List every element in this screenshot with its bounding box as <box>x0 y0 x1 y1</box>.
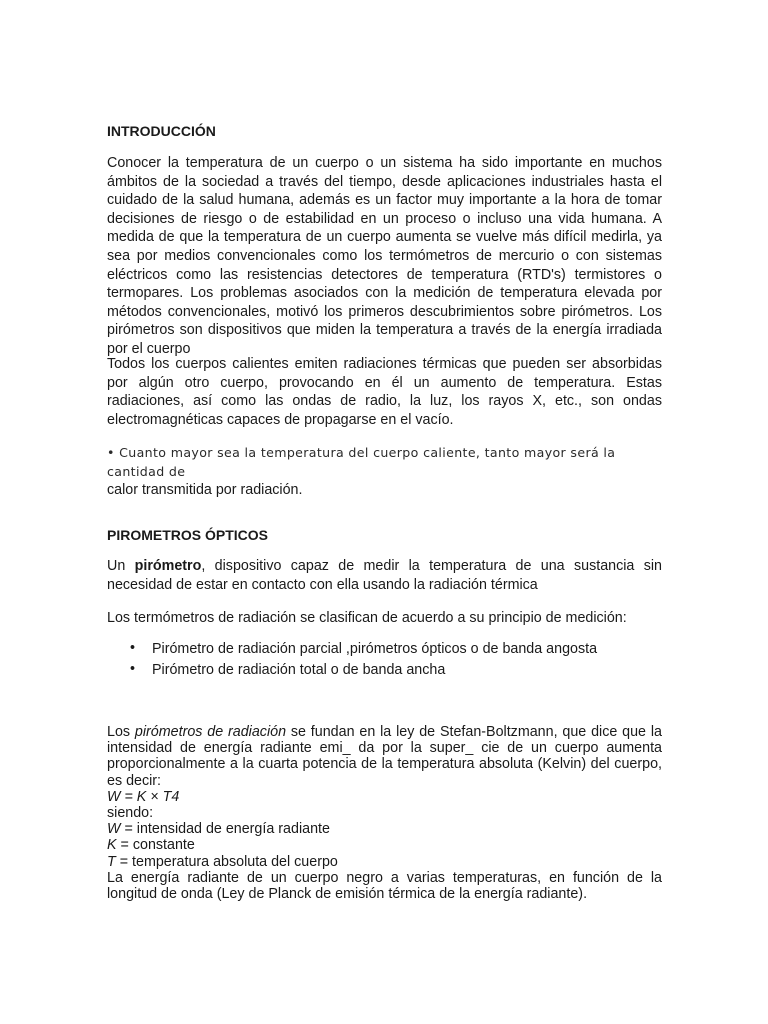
stefan-rest: se fundan en la ley de Stefan-Boltzmann, que dice que la intensidad de energía radiante emi_ da por la super_ cie de un cuerpo aumenta proporcionalmente a la cuarta potencia de la temperatura absoluta (Kelvin) del cuerpo, es decir: <box>107 724 662 789</box>
symbol-w: W <box>107 821 121 838</box>
stefan-formula <box>107 789 662 805</box>
pirometro-def-prefix: Un <box>107 558 135 574</box>
stefan-term: pirómetros de radiación <box>134 724 287 740</box>
intro-paragraph-3-bullet-line: • Cuanto mayor sea la temperatura del cuerpo caliente, tanto mayor será la cantidad de <box>107 445 616 479</box>
list-item <box>130 640 650 659</box>
planck-paragraph: La energía radiante de un cuerpo negro a varias temperaturas, en función de la longitud de onda (Ley de Planck de emisión térmica de la energía radiante). <box>107 869 662 903</box>
definition-k-text: = constante <box>116 837 195 854</box>
definition-w <box>107 821 662 837</box>
intro-paragraph-1: Conocer la temperatura de un cuerpo o un sistema ha sido importante en muchos ámbitos de la sociedad a través del tiempo, desde aplicaciones industriales hasta el cuidado de la salud humana, además es un factor muy importante a la hora de tomar decisiones de riesgo o de estabilidad en un proceso o incluso una vida humana. A medida de que la temperatura de un cuerpo aumenta se vuelve más difícil medirla, ya sea por medios convencionales como los termómetros de mercurio o con sistemas eléctricos como las resistencias detectores de temperatura (RTD's) termistores o termopares. Los problemas asociados con la medición de temperatura elevada por métodos convencionales, motivó los primeros descubrimientos sobre pirómetros. Los pirómetros son dispositivos que miden la temperatura a través de la energía irradiada por el cuerpo <box>107 155 662 357</box>
siendo-label: siendo: <box>107 805 154 822</box>
intro-heading: INTRODUCCIÓN <box>107 123 216 139</box>
stefan-boltzmann-paragraph <box>107 724 662 789</box>
stefan-boltzmann-section <box>107 724 662 902</box>
definition-t <box>107 854 662 870</box>
definition-t-text: = temperatura absoluta del cuerpo <box>115 853 338 870</box>
classification-intro: Los termómetros de radiación se clasifican de acuerdo a su principio de medición: <box>107 610 627 626</box>
list-item-text: Pirómetro de radiación parcial ,pirómetros ópticos o de banda angosta <box>152 641 598 657</box>
list-item-text: Pirómetro de radiación total o de banda ancha <box>152 662 446 678</box>
intro-paragraph-2: Todos los cuerpos calientes emiten radiaciones térmicas que pueden ser absorbidas por algún otro cuerpo, provocando en él un aumento de temperatura. Estas radiaciones, así como las ondas de radio, la luz, los rayos X, etc., son ondas electromagnéticas capaces de propagarse en el vacío. <box>107 356 662 428</box>
bullet-icon: • <box>130 640 136 656</box>
stefan-prefix: Los <box>107 724 135 740</box>
symbol-k: K <box>107 837 117 854</box>
formula-text: W = K × T4 <box>107 788 180 805</box>
list-item <box>130 661 650 680</box>
bullet-icon: • <box>130 661 136 677</box>
pirometro-definition <box>107 557 662 594</box>
symbol-t: T <box>107 853 116 870</box>
intro-paragraph-3-tail: calor transmitida por radiación. <box>107 482 303 499</box>
intro-paragraph-3 <box>107 444 662 500</box>
opticos-heading: PIROMETROS ÓPTICOS <box>107 527 269 543</box>
pirometro-def-rest: , dispositivo capaz de medir la temperatura de una sustancia sin necesidad de estar en contacto con ella usando la radiación térmica <box>107 558 662 593</box>
definition-k <box>107 837 662 853</box>
pirometro-term: pirómetro <box>134 558 202 574</box>
definition-w-text: = intensidad de energía radiante <box>120 821 330 838</box>
